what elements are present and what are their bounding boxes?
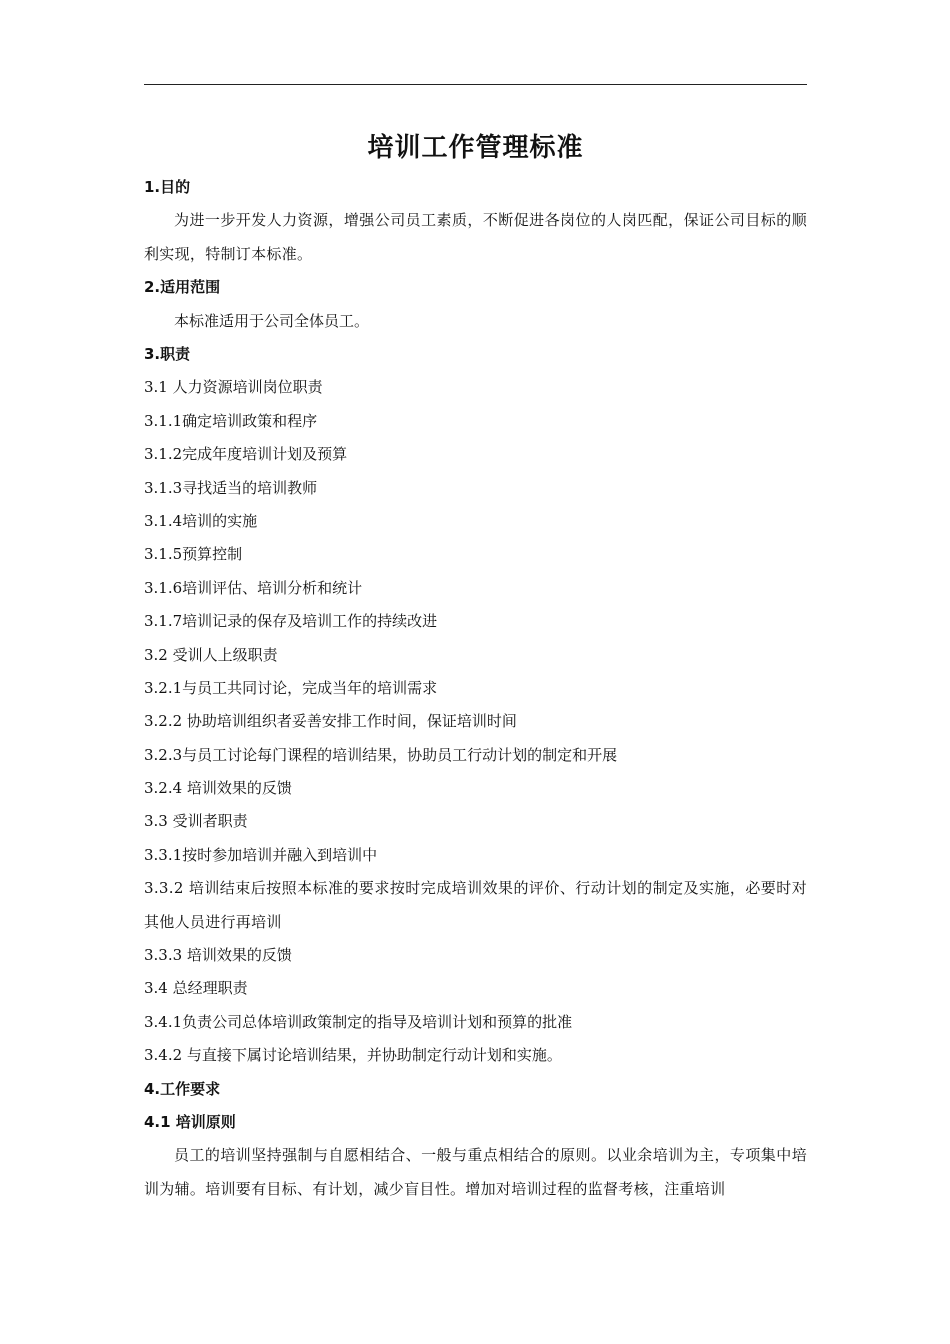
section-heading: 2.适用范围: [144, 278, 221, 297]
list-item: 3.1.2完成年度培训计划及预算: [144, 445, 348, 464]
subsection-heading: 4.1 培训原则: [144, 1113, 236, 1131]
list-item: 3.2.1与员工共同讨论，完成当年的培训需求: [144, 678, 438, 697]
section-heading: 1.目的: [144, 178, 191, 196]
list-item: 3.3.3 培训效果的反馈: [144, 946, 292, 965]
list-item: 3.1.6培训评估、培训分析和统计: [144, 578, 363, 597]
list-item: 3.4 总经理职责: [144, 979, 248, 998]
list-item: 3.2.2 协助培训组织者妥善安排工作时间，保证培训时间: [144, 712, 517, 731]
section-heading: 4.工作要求: [144, 1079, 221, 1098]
list-item: 3.1.7培训记录的保存及培训工作的持续改进: [144, 612, 438, 631]
section-paragraph: 本标准适用于公司全体员工。: [174, 311, 370, 330]
list-item: 3.1.3寻找适当的培训教师: [144, 478, 318, 497]
list-item: 3.4.2 与直接下属讨论培训结果，并协助制定行动计划和实施。: [144, 1046, 562, 1065]
document-title: 培训工作管理标准: [367, 133, 584, 163]
list-item: 3.2 受训人上级职责: [144, 645, 278, 664]
list-item: 3.3 受训者职责: [144, 812, 248, 831]
list-item: 3.1.4培训的实施: [144, 511, 258, 530]
list-item: 3.3.2 培训结束后按照本标准的要求按时完成培训效果的评价、行动计划的制定及实施，必要时对其他人员进行再培训: [144, 879, 807, 931]
section-paragraph: 员工的培训坚持强制与自愿相结合、一般与重点相结合的原则。以业余培训为主，专项集中培训为辅。培训要有目标、有计划，减少盲目性。增加对培训过程的监督考核，注重培训: [144, 1146, 807, 1198]
section-paragraph: 为进一步开发人力资源，增强公司员工素质，不断促进各岗位的人岗匹配，保证公司目标的顺利实现，特制订本标准。: [144, 211, 807, 263]
header-rule: [144, 84, 807, 85]
list-item: 3.3.1按时参加培训并融入到培训中: [144, 845, 378, 864]
list-item: 3.4.1负责公司总体培训政策制定的指导及培训计划和预算的批准: [144, 1012, 573, 1031]
list-item: 3.1 人力资源培训岗位职责: [144, 378, 323, 397]
list-item: 3.2.4 培训效果的反馈: [144, 779, 292, 798]
section-heading: 3.职责: [144, 344, 191, 363]
list-item: 3.1.5预算控制: [144, 545, 243, 564]
document-body: [144, 125, 807, 1206]
list-item: 3.2.3与员工讨论每门课程的培训结果，协助员工行动计划的制定和开展: [144, 745, 618, 764]
list-item: 3.1.1确定培训政策和程序: [144, 411, 318, 430]
